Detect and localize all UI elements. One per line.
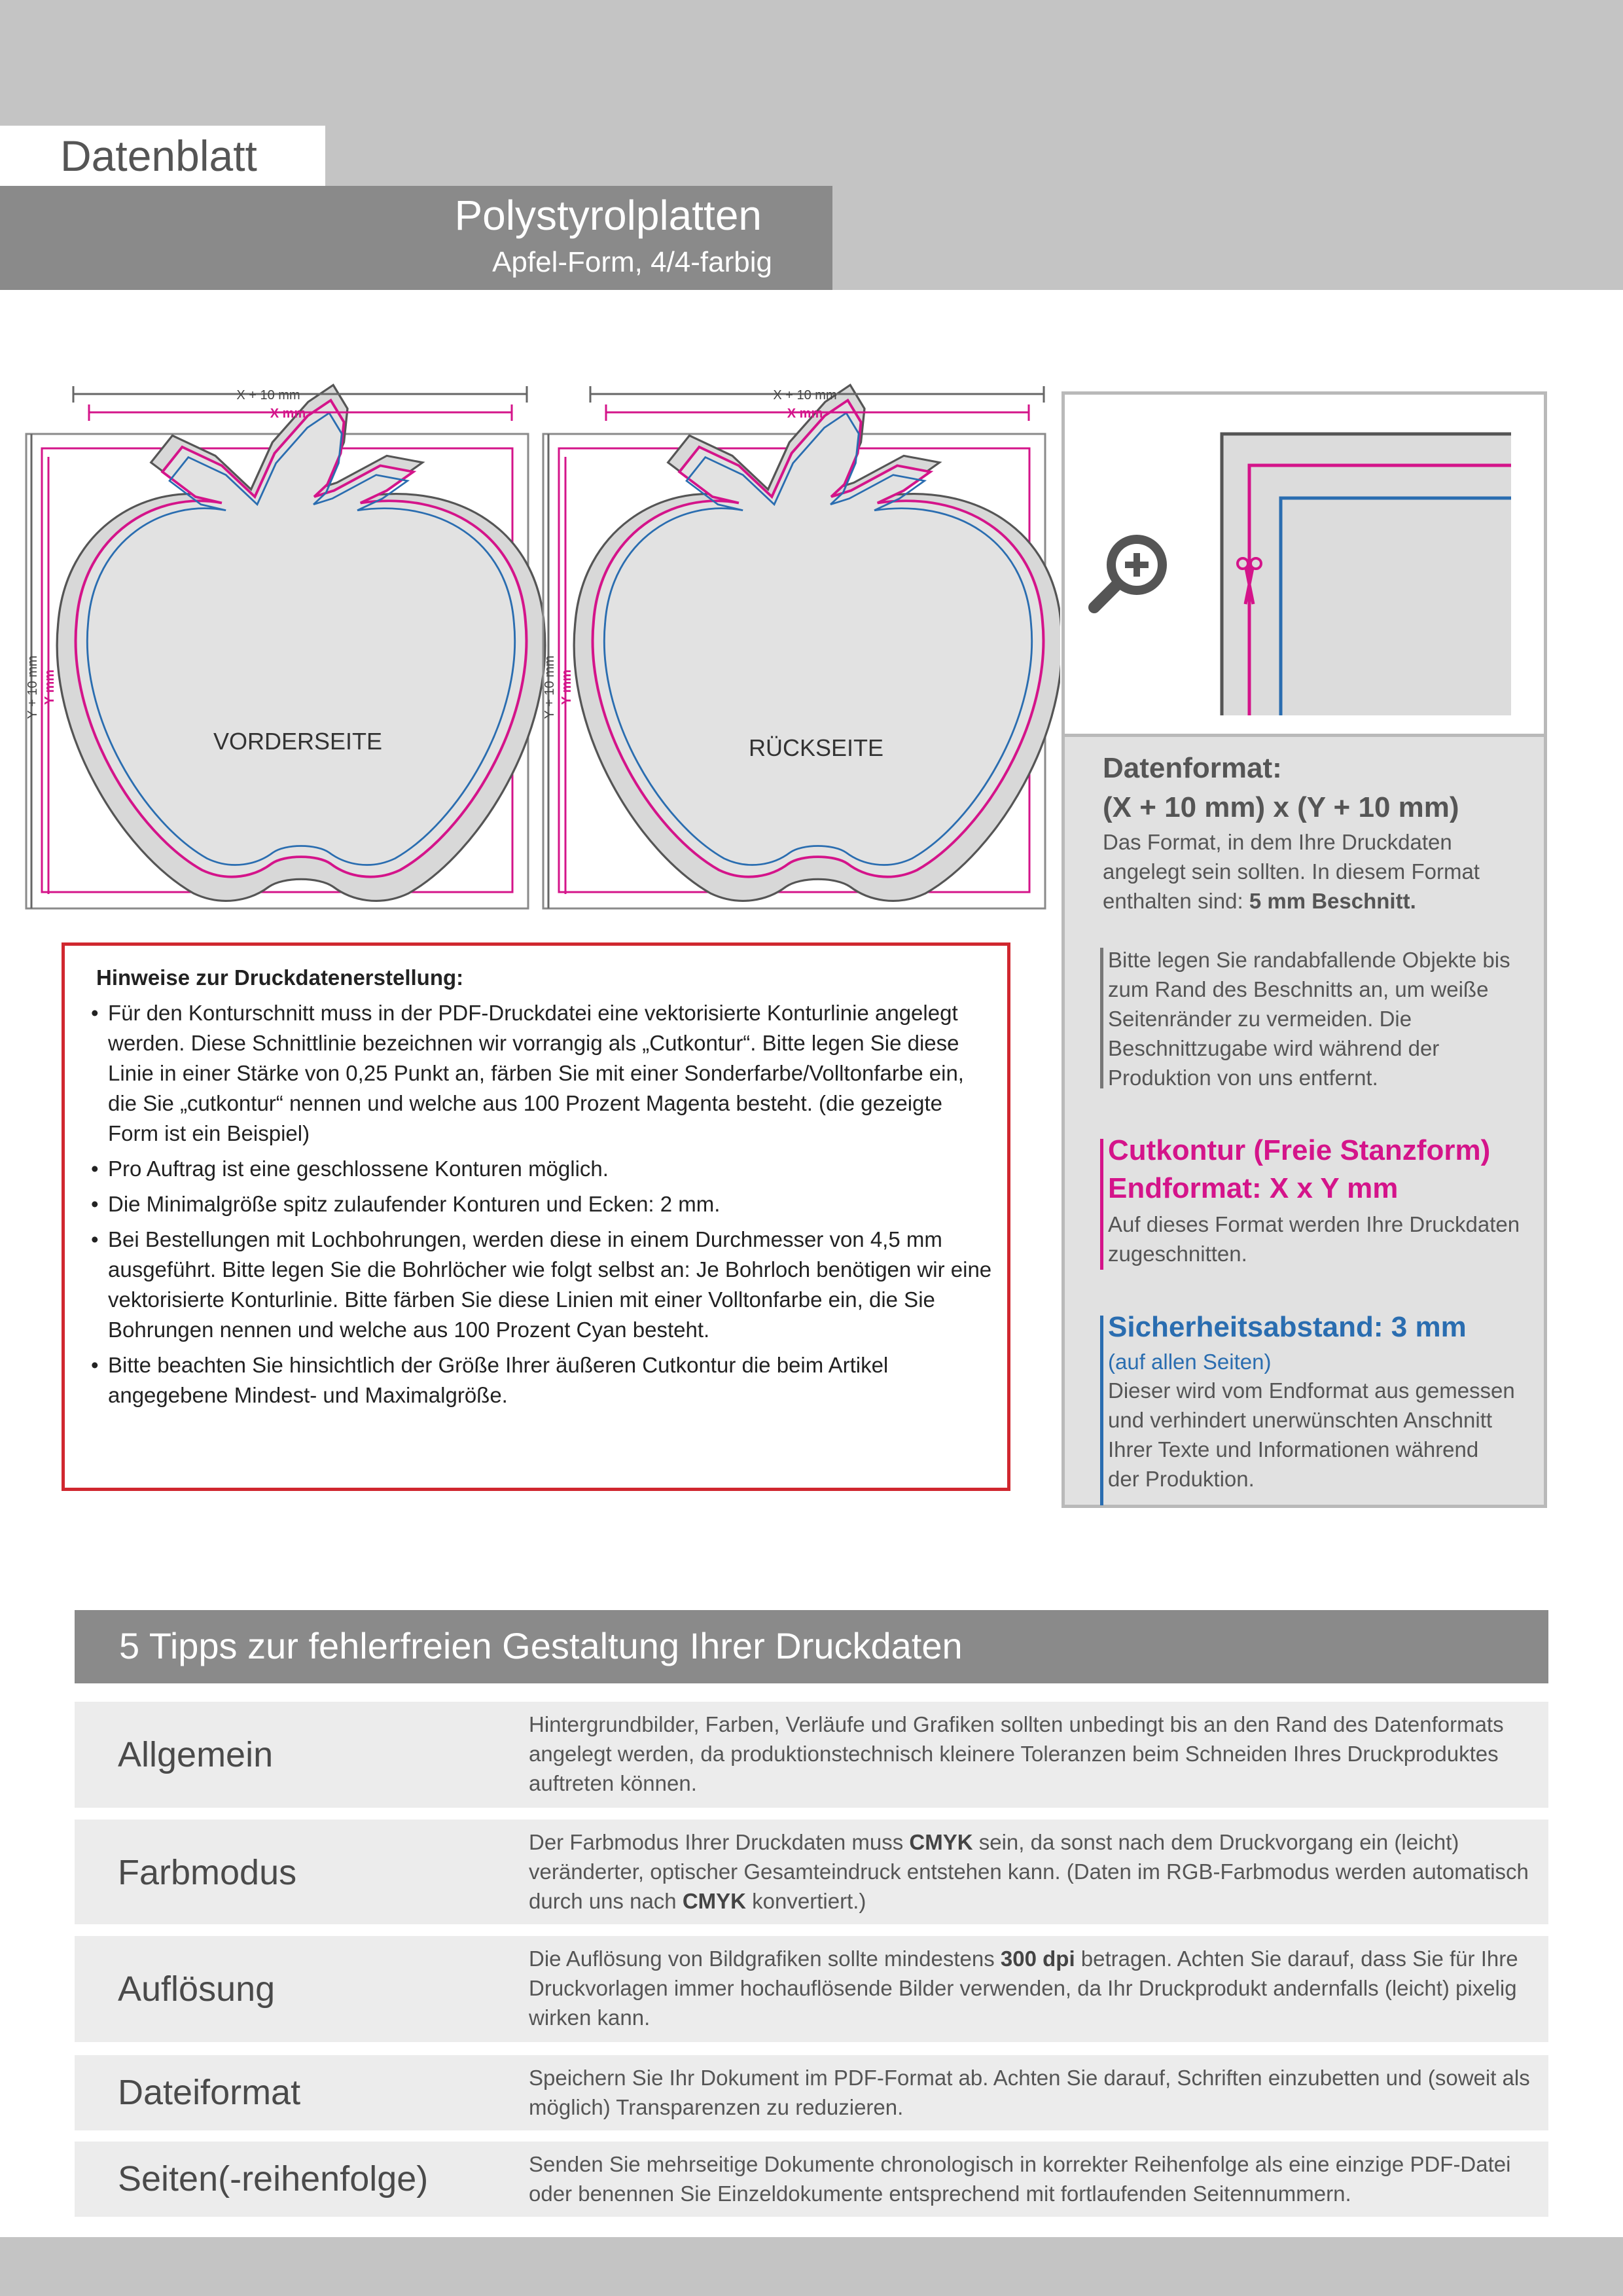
safe-line: und verhindert unerwünschten Anschnitt [1108, 1408, 1493, 1432]
hint-text: Die Minimalgröße spitz zulaufender Konturen und Ecken: 2 mm. [108, 1192, 721, 1216]
title-box [0, 186, 832, 290]
note-line: Beschnittzugabe wird während der [1108, 1036, 1440, 1060]
datenformat-line [1103, 886, 1535, 916]
corner-detail [1065, 395, 1544, 737]
tip-label: Allgemein [118, 1735, 274, 1774]
hint-text: Für den Konturschnitt muss in der PDF-Druckdatei eine vektorisierte Konturlinie angelegt werden. Diese Schnittlinie bezeichnen wir vorrangig als „Cutkontur“. Bitte legen Sie diese Linie in einer Stärke von 0,25 Punkt an, färben Sie mit einer Sonderfarbe/Volltonfarbe ein, die Sie „cutkontur“ nennen und welche aus 100 Prozent Magenta besteht. (die gezeigte Form ist ein Beispiel) [108, 1001, 964, 1145]
bleed-note [1108, 945, 1546, 1092]
sheet-label: Datenblatt [60, 132, 257, 180]
note-line: Seitenränder zu vermeiden. Die [1108, 1007, 1412, 1031]
safe-line: der Produktion. [1108, 1467, 1255, 1491]
bullet: • [91, 1157, 99, 1181]
hint-text: Pro Auftrag ist eine geschlossene Konturen möglich. [108, 1157, 609, 1181]
tip-text-part: Der Farbmodus Ihrer Druckdaten muss [529, 1830, 910, 1854]
hint-item [90, 1189, 993, 1219]
tip-text [529, 2063, 1537, 2122]
tip-row [75, 1936, 1548, 2042]
tip-text [529, 1944, 1537, 2032]
height-outer-label: Y + 10 mm [543, 655, 557, 719]
tip-text [529, 1827, 1537, 1916]
tip-row [75, 2142, 1548, 2217]
hint-item [90, 998, 993, 1149]
width-inner-label: X mm [787, 406, 823, 421]
hint-item [90, 1350, 993, 1410]
hints-box [62, 942, 1010, 1491]
datenformat-line: angelegt sein sollten. In diesem Format [1103, 859, 1480, 884]
back-side-label: RÜCKSEITE [748, 734, 884, 761]
tip-text-part: konvertiert.) [746, 1889, 866, 1913]
front-side-drawing [26, 385, 545, 908]
bullet: • [91, 1192, 99, 1216]
info-panel [1061, 737, 1547, 1508]
bullet: • [91, 1227, 99, 1251]
note-line: Produktion von uns entfernt. [1108, 1066, 1378, 1090]
zoom-in-icon [1094, 535, 1167, 607]
apple-diagram [0, 367, 1060, 929]
height-outer-label: Y + 10 mm [26, 655, 40, 719]
zoom-detail [1061, 391, 1547, 737]
footer-band [0, 2237, 1623, 2296]
datenformat-line: Das Format, in dem Ihre Druckdaten [1103, 830, 1452, 854]
tip-text-bold: 300 dpi [1000, 1946, 1075, 1971]
datenformat-title: Datenformat: [1103, 752, 1282, 784]
tip-row [75, 1820, 1548, 1924]
safe-text [1108, 1376, 1540, 1494]
cut-line: Auf dieses Format werden Ihre Druckdaten [1108, 1212, 1520, 1236]
tip-label: Seiten(-reihenfolge) [118, 2159, 429, 2198]
note-line: Bitte legen Sie randabfallende Objekte bis [1108, 948, 1510, 972]
cut-title-2: Endformat: X x Y mm [1108, 1172, 1399, 1204]
hints-title: Hinweise zur Druckdatenerstellung: [96, 965, 464, 990]
tip-label: Farbmodus [118, 1853, 297, 1892]
hints-list [90, 998, 993, 1416]
tips-heading: 5 Tipps zur fehlerfreien Gestaltung Ihrer Druckdaten [119, 1625, 963, 1666]
front-side-label: VORDERSEITE [213, 728, 383, 755]
tip-text-bold: CMYK [909, 1830, 973, 1854]
safe-line: Dieser wird vom Endformat aus gemessen [1108, 1378, 1515, 1403]
width-outer-label: X + 10 mm [773, 388, 837, 403]
safe-line: Ihrer Texte und Informationen während [1108, 1437, 1479, 1462]
width-inner-label: X mm [270, 406, 306, 421]
product-title: Polystyrolplatten [454, 192, 762, 239]
tip-text-bold: CMYK [682, 1889, 746, 1913]
tip-text [529, 1710, 1537, 1798]
cut-bar [1100, 1139, 1103, 1270]
tip-label: Dateiformat [118, 2073, 301, 2112]
hint-text: Bei Bestellungen mit Lochbohrungen, werden diese in einem Durchmesser von 4,5 mm ausgeführt. Bitte legen Sie die Bohrlöcher wie folgt selbst an: Je Bohrloch benötigen wir eine vektorisierte Konturlinie. Bitte färben Sie diese Linien mit einer Volltonfarbe ein, die Sie Bohrungen nennen und welche aus 100 Prozent Cyan besteht. [108, 1227, 992, 1342]
safe-title: Sicherheitsabstand: 3 mm [1108, 1311, 1467, 1343]
sheet-label-box [0, 126, 325, 186]
datenformat-text [1103, 827, 1535, 916]
safe-subtitle: (auf allen Seiten) [1108, 1350, 1272, 1374]
note-bar [1100, 948, 1103, 1088]
note-line: zum Rand des Beschnitts an, um weiße [1108, 977, 1489, 1001]
tip-text-part: Hintergrundbilder, Farben, Verläufe und Grafiken sollten unbedingt bis an den Rand des Datenformats angelegt werden, da produktionstechnisch kleinere Toleranzen beim Schneiden Ihres Druckproduktes auftreten können. [529, 1712, 1504, 1795]
product-subtitle: Apfel-Form, 4/4-farbig [492, 246, 772, 278]
cut-text [1108, 1210, 1540, 1268]
tip-row [75, 2055, 1548, 2130]
hint-item [90, 1154, 993, 1184]
height-inner-label: Y mm [43, 669, 57, 706]
tip-text-part: Die Auflösung von Bildgrafiken sollte mindestens [529, 1946, 1001, 1971]
cut-line: zugeschnitten. [1108, 1242, 1247, 1266]
bullet: • [91, 1001, 99, 1025]
back-side-drawing [543, 385, 1060, 908]
tips-heading-bar [75, 1610, 1548, 1683]
tip-row [75, 1702, 1548, 1808]
cut-title-1: Cutkontur (Freie Stanzform) [1108, 1134, 1491, 1166]
tip-text-part: Speichern Sie Ihr Dokument im PDF-Format ab. Achten Sie darauf, Schriften einzubetten und (soweit als möglich) Transparenzen zu reduzieren. [529, 2066, 1530, 2119]
datenformat-line-text: enthalten sind: [1103, 889, 1249, 913]
tip-label: Auflösung [118, 1969, 276, 2009]
width-outer-label: X + 10 mm [236, 388, 300, 403]
hint-text: Bitte beachten Sie hinsichtlich der Größe Ihrer äußeren Cutkontur die beim Artikel angegebene Mindest- und Maximalgröße. [108, 1353, 889, 1407]
height-inner-label: Y mm [560, 669, 574, 706]
tip-text-part: sein, da sonst nach dem Druckvorgang ein (leicht) veränderter, optischer Gesamteindruck entstehen kann. (Daten im RGB-Farbmodus werden automatisch durch uns nach [529, 1830, 1529, 1913]
bullet: • [91, 1353, 99, 1377]
safe-bar [1100, 1316, 1103, 1505]
datenformat-bold: 5 mm Beschnitt. [1249, 889, 1416, 913]
tip-text-part: betragen. Achten Sie darauf, dass Sie für Ihre Druckvorlagen immer hochauflösende Bilder verwenden, da Ihr Druckprodukt andernfalls (leicht) pixelig wirken kann. [529, 1946, 1518, 2030]
datenformat-formula: (X + 10 mm) x (Y + 10 mm) [1103, 791, 1459, 823]
tip-text-part: Senden Sie mehrseitige Dokumente chronologisch in korrekter Reihenfolge als eine einzige PDF-Datei oder benennen Sie Einzeldokumente entsprechend mit fortlaufenden Seitennummern. [529, 2152, 1511, 2206]
tip-text [529, 2149, 1537, 2208]
hint-item [90, 1225, 993, 1345]
